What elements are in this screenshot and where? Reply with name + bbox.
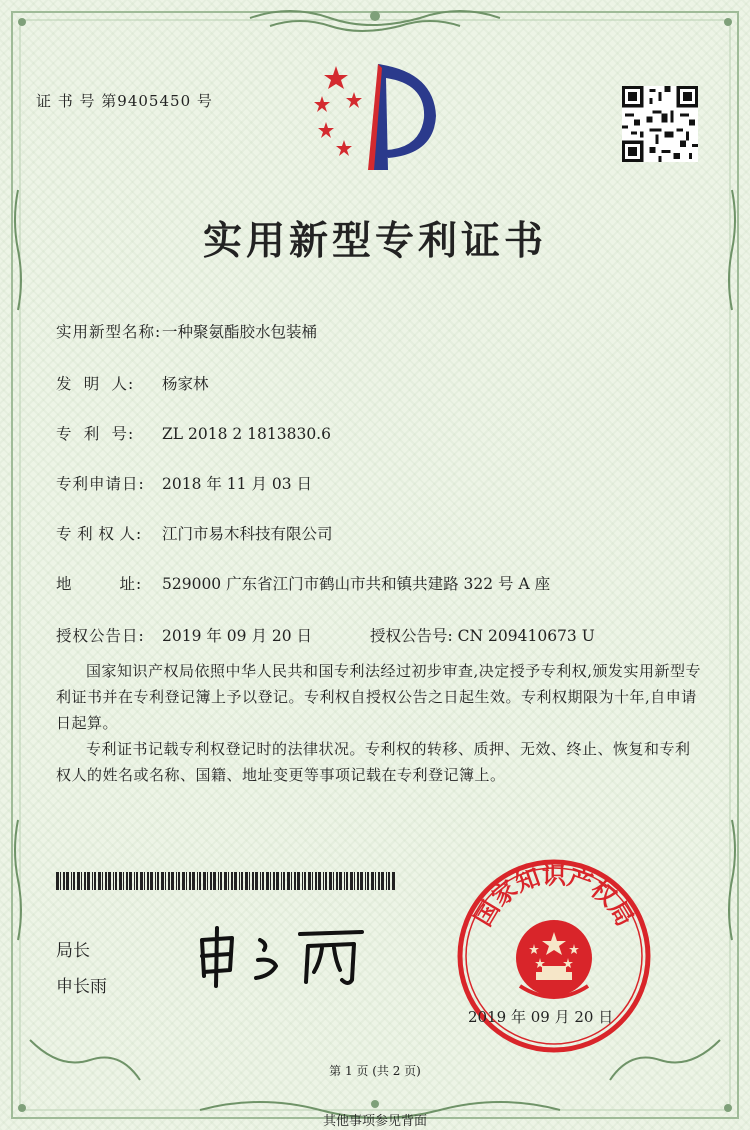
field-address (56, 572, 550, 594)
label-char: 地 (56, 575, 73, 593)
field-value: ZL 2018 2 1813830.6 (162, 425, 331, 443)
label-char: 号 (111, 425, 128, 443)
field-value: CN 209410673 U (457, 627, 595, 645)
field-label: 专利申请日: (56, 475, 145, 493)
label-char: 利 (77, 525, 94, 543)
field-value: 2018 年 11 月 03 日 (162, 475, 313, 493)
barcode (56, 872, 400, 890)
footer-note: 其他事项参见背面 (322, 1114, 427, 1129)
field-value: 杨家林 (162, 375, 209, 393)
field-utility-model-name (56, 320, 317, 342)
qr-code (622, 86, 698, 162)
label-colon: : (128, 425, 135, 443)
field-value: 江门市易木科技有限公司 (162, 525, 333, 543)
field-patentee (56, 522, 333, 544)
label-char: 专 (56, 525, 73, 543)
label-char: 发 (56, 375, 73, 393)
field-grant-announcement-number (370, 624, 595, 646)
patent-office-emblem (308, 58, 440, 176)
label-char: 利 (83, 425, 101, 443)
director-title: 局长 (56, 941, 90, 961)
field-label: 实用新型名称: (56, 323, 162, 341)
field-value: 2019 年 09 月 20 日 (162, 627, 313, 645)
legal-paragraph-2: 专利证书记载专利权登记时的法律状况。专利权的转移、质押、无效、终止、恢复和专利权人的姓名或名称、国籍、地址变更等事项记载在专利登记簿上。 (56, 740, 691, 784)
label-char: 专 (56, 425, 73, 443)
director-signature (190, 920, 380, 990)
legal-paragraph-1: 国家知识产权局依照中华人民共和国专利法经过初步审查,决定授予专利权,颁发实用新型专利证书并在专利登记簿上予以登记。专利权自授权公告之日起生效。专利权期限为十年,自申请日起算。 (56, 662, 702, 732)
field-patent-number (56, 422, 331, 444)
label-char: 明 (83, 375, 101, 393)
label-char: 址 (119, 575, 136, 593)
label-char: 权 (98, 525, 115, 543)
seal-text: 国家知识产权局 (468, 861, 640, 931)
label-colon: : (136, 525, 143, 543)
field-value: 一种聚氨酯胶水包装桶 (162, 323, 318, 341)
issue-date: 2019 年 09 月 20 日 (468, 1008, 614, 1026)
field-grant-announcement-date (56, 624, 312, 646)
label-colon: : (136, 575, 143, 593)
field-application-date (56, 472, 312, 494)
certificate-number: 证 书 号 第9405450 号 (36, 92, 213, 110)
field-label: 授权公告号: (370, 627, 453, 645)
field-inventor (56, 372, 209, 394)
label-char: 人 (119, 525, 136, 543)
field-value: 529000 广东省江门市鹤山市共和镇共建路 322 号 A 座 (162, 575, 551, 593)
label-char: 人 (111, 375, 128, 393)
director-name: 申长雨 (56, 977, 107, 997)
page-number: 第 1 页 (共 2 页) (329, 1064, 421, 1078)
label-colon: : (128, 375, 135, 393)
field-label: 授权公告日: (56, 627, 145, 645)
certificate-title: 实用新型专利证书 (202, 218, 547, 264)
